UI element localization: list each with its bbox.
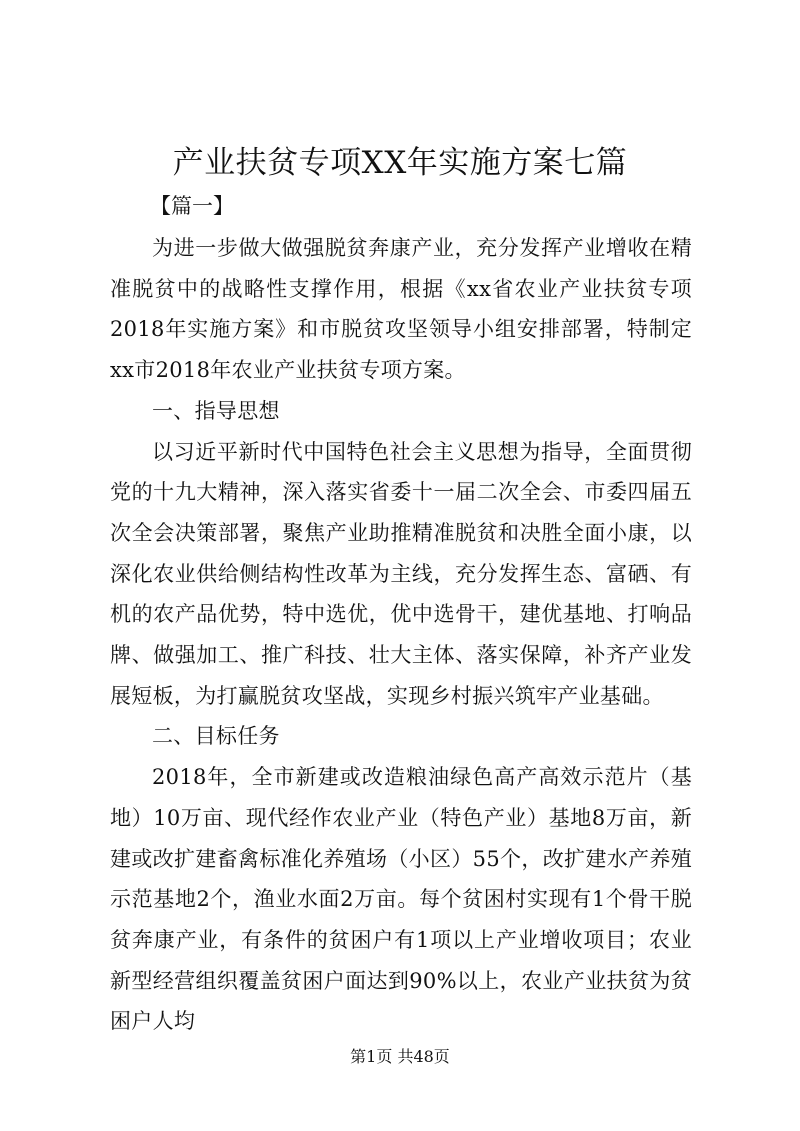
paragraph-intro: 为进一步做大做强脱贫奔康产业，充分发挥产业增收在精准脱贫中的战略性支撑作用，根据《xx省农业产业扶贫专项2018年实施方案》和市脱贫攻坚领导小组安排部署，特制定xx市2018年农业产业扶贫专项方案。 bbox=[110, 236, 692, 383]
heading-target-tasks: 二、目标任务 bbox=[152, 724, 280, 749]
section-marker: 【篇一】 bbox=[150, 194, 234, 218]
document-title: 产业扶贫专项XX年实施方案七篇 bbox=[172, 145, 628, 181]
paragraph-target-tasks: 2018年，全市新建或改造粮油绿色高产高效示范片（基地）10万亩、现代经作农业产业（特色产业）基地8万亩，新建或改扩建畜禽标准化养殖场（小区）55个，改扩建水产养殖示范基地2个，渔业水面2万亩。每个贫困村实现有1个骨干脱贫奔康产业，有条件的贫困户有1项以上产业增收项目；农业新型经营组织覆盖贫困户面达到90%以上，农业产业扶贫为贫困户人均 bbox=[110, 765, 692, 1034]
document-body bbox=[110, 228, 692, 1042]
page-number-footer: 第1页 共48页 bbox=[350, 1047, 450, 1066]
paragraph-guiding-ideology: 以习近平新时代中国特色社会主义思想为指导，全面贯彻党的十九大精神，深入落实省委十一届二次全会、市委四届五次全会决策部署，聚焦产业助推精准脱贫和决胜全面小康，以深化农业供给侧结构性改革为主线，充分发挥生态、富硒、有机的农产品优势，特中选优，优中选骨干，建优基地、打响品牌、做强加工、推广科技、壮大主体、落实保障，补齐产业发展短板，为打赢脱贫攻坚战，实现乡村振兴筑牢产业基础。 bbox=[110, 439, 692, 708]
heading-guiding-ideology: 一、指导思想 bbox=[152, 398, 280, 423]
